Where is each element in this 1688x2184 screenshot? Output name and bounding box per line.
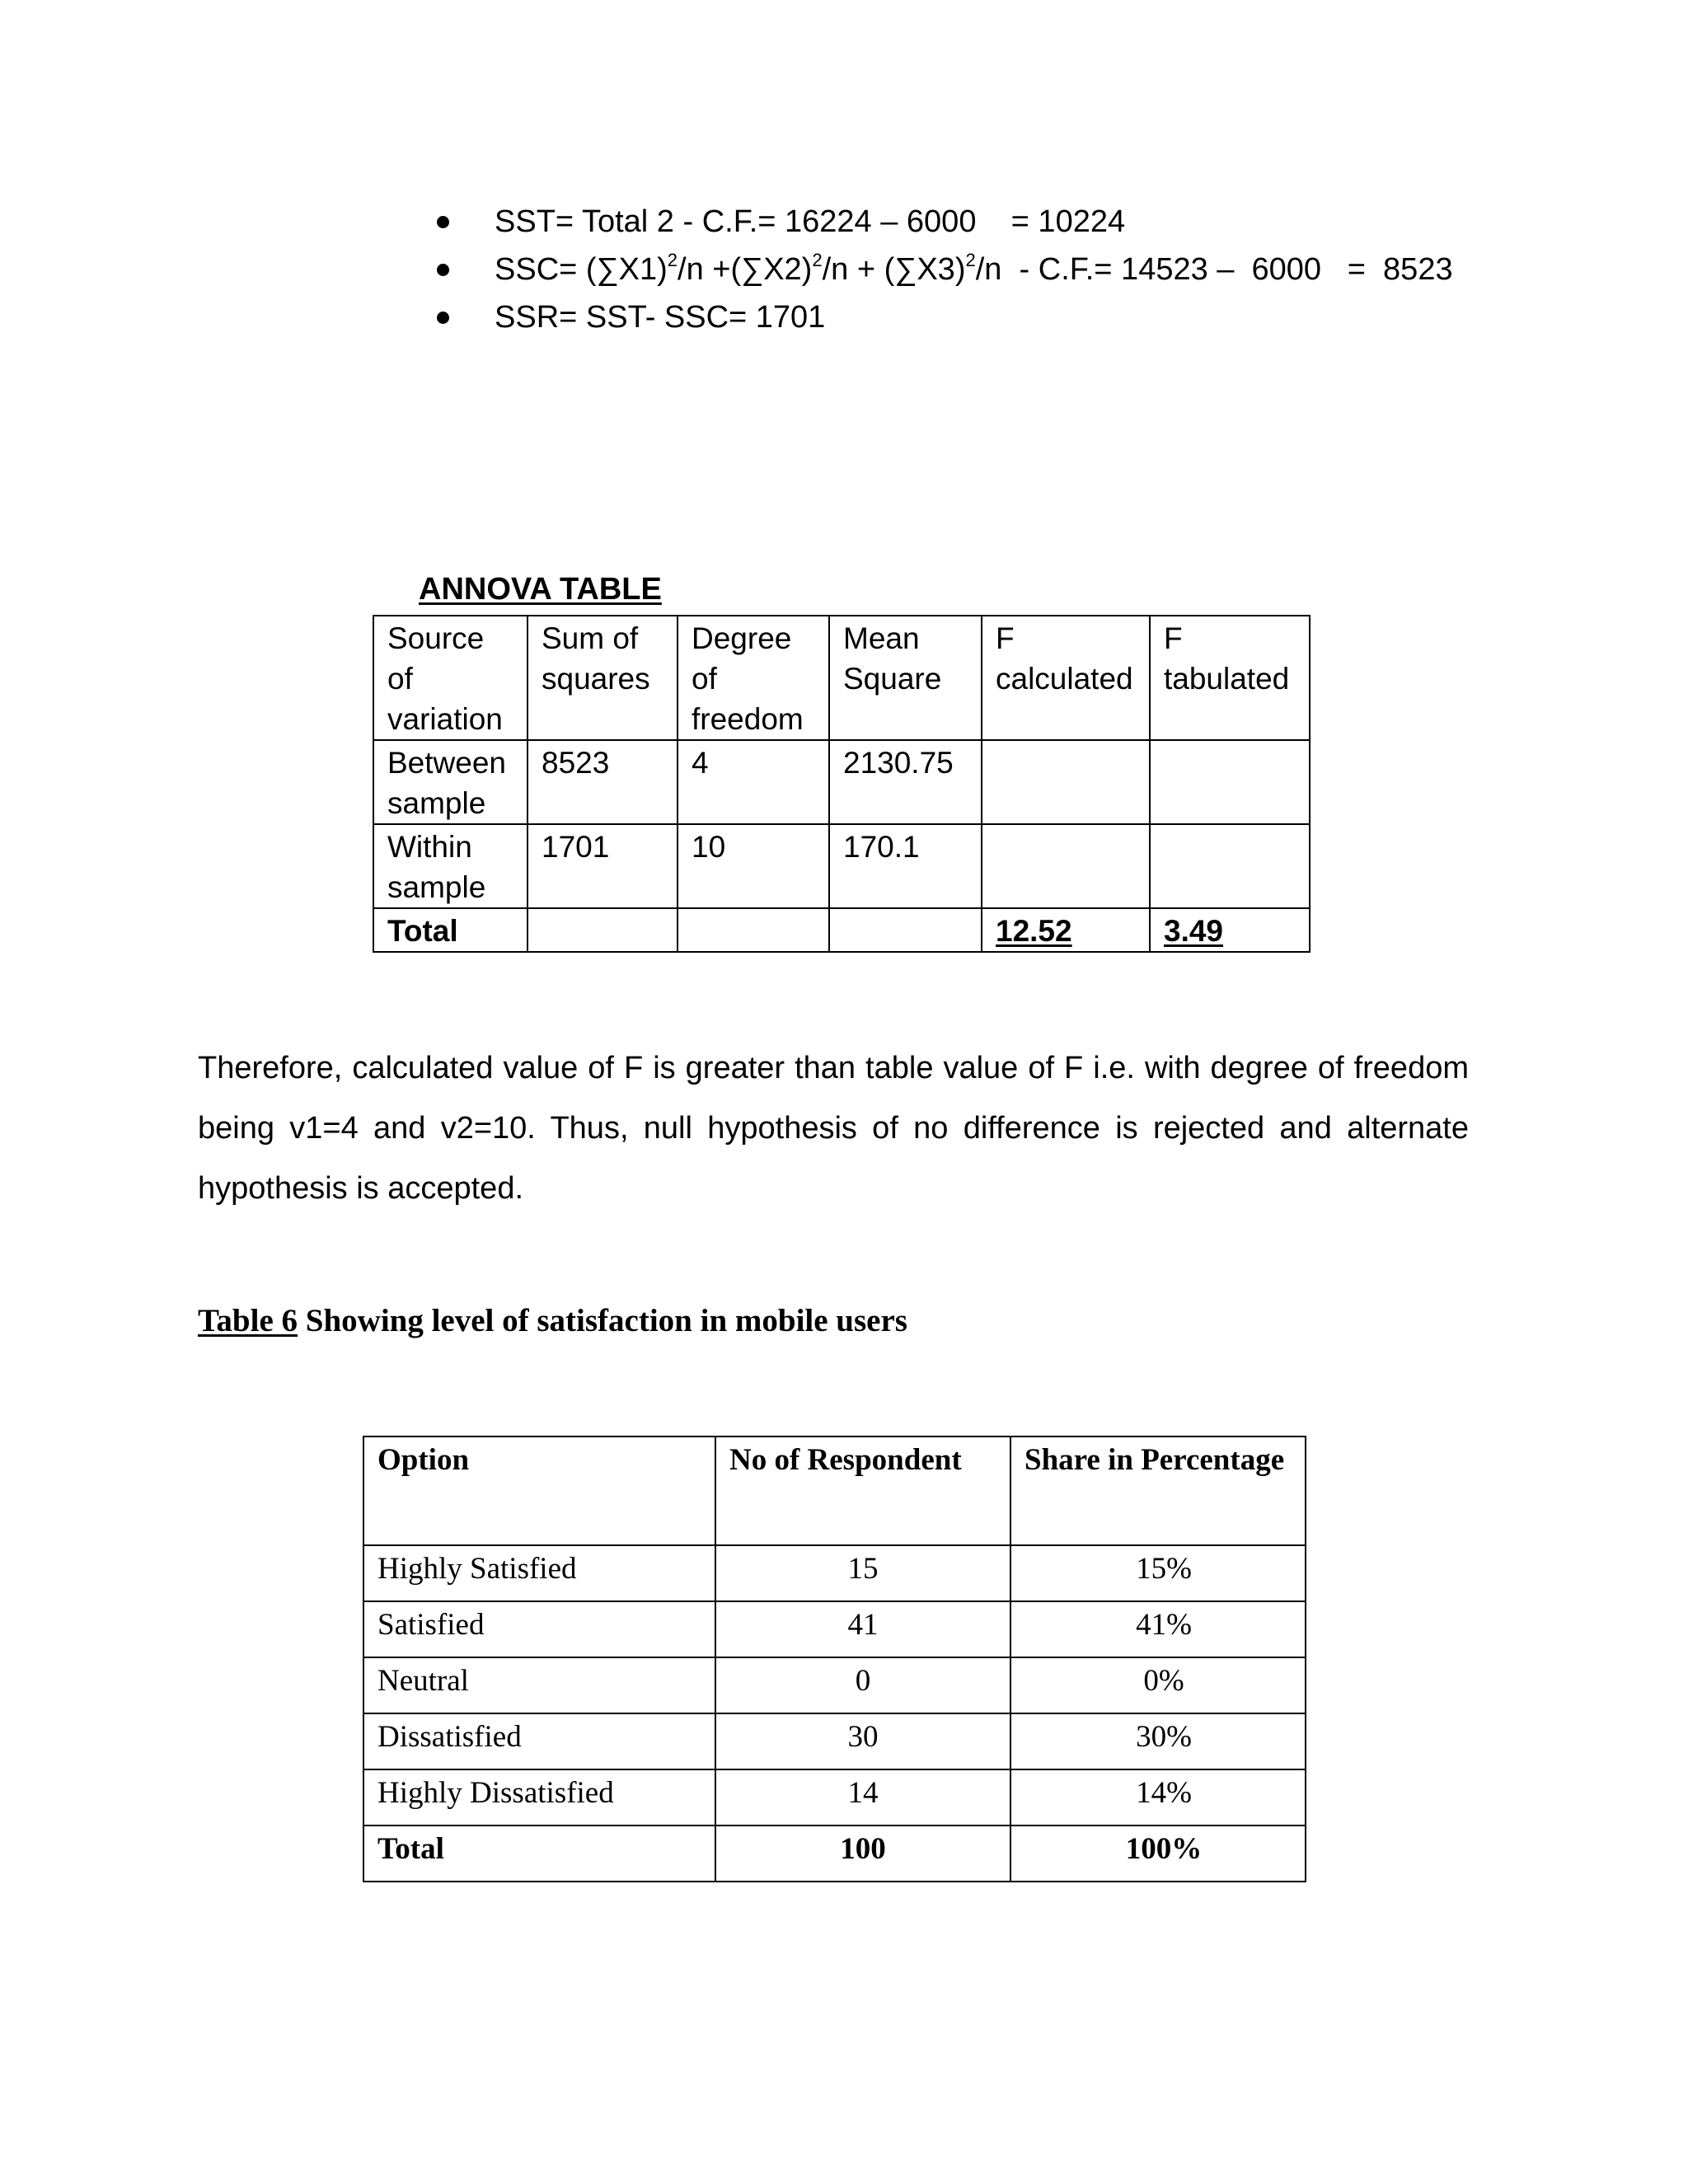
table6-caption-text: Showing level of satisfaction in mobile users	[298, 1303, 907, 1338]
anova-cell: Between sample	[373, 740, 528, 824]
formula-sst	[437, 198, 1453, 246]
table6-caption	[198, 1302, 907, 1339]
formula-ssc-part: /n +(∑X2)	[678, 252, 813, 287]
anova-row-within	[373, 824, 1310, 908]
percentage-cell: 15%	[1010, 1545, 1306, 1601]
formula-ssc-part: /n + (∑X3)	[822, 252, 966, 287]
satisfaction-header-cell: Share in Percentage	[1010, 1436, 1306, 1545]
anova-cell: Within sample	[373, 824, 528, 908]
anova-header-cell: Degree of freedom	[678, 616, 829, 740]
anova-cell	[982, 824, 1150, 908]
anova-cell	[528, 908, 678, 952]
formula-ssc	[437, 246, 1453, 293]
anova-cell	[1150, 740, 1310, 824]
percentage-cell: 0%	[1010, 1657, 1306, 1713]
formula-ssc-exponent: 2	[667, 250, 678, 270]
f-calculated-value: 12.52	[982, 908, 1150, 952]
bullet-icon	[437, 312, 449, 324]
f-tabulated-value: 3.49	[1150, 908, 1310, 952]
table6-caption-number: Table 6	[198, 1303, 298, 1338]
anova-cell: 10	[678, 824, 829, 908]
anova-header-cell: F calculated	[982, 616, 1150, 740]
respondent-cell: 30	[715, 1713, 1010, 1769]
formula-sst-text: SST= Total 2 - C.F.= 16224 – 6000 = 10224	[495, 204, 1126, 239]
total-respondents: 100	[715, 1825, 1010, 1882]
satisfaction-header-row	[363, 1436, 1306, 1545]
anova-cell: 1701	[528, 824, 678, 908]
anova-total-row	[373, 908, 1310, 952]
anova-row-between	[373, 740, 1310, 824]
formula-ssr-text: SSR= SST- SSC= 1701	[495, 300, 826, 335]
respondent-cell: 15	[715, 1545, 1010, 1601]
table-row	[363, 1545, 1306, 1601]
formula-ssc-part: SSC= (∑X1)	[495, 252, 668, 287]
anova-cell	[829, 908, 982, 952]
satisfaction-header-cell: No of Respondent	[715, 1436, 1010, 1545]
option-cell: Satisfied	[363, 1601, 715, 1657]
anova-header-cell: Source of variation	[373, 616, 528, 740]
total-percentage: 100%	[1010, 1825, 1306, 1882]
option-cell: Highly Dissatisfied	[363, 1769, 715, 1825]
anova-table	[373, 615, 1311, 953]
total-label: Total	[363, 1825, 715, 1882]
formula-ssc-exponent: 2	[812, 250, 823, 270]
anova-cell: 2130.75	[829, 740, 982, 824]
anova-cell	[1150, 824, 1310, 908]
satisfaction-table	[363, 1436, 1306, 1882]
formula-ssc-part: /n - C.F.= 14523 – 6000 = 8523	[975, 252, 1453, 287]
respondent-cell: 0	[715, 1657, 1010, 1713]
percentage-cell: 30%	[1010, 1713, 1306, 1769]
anova-header-cell: Mean Square	[829, 616, 982, 740]
option-cell: Highly Satisfied	[363, 1545, 715, 1601]
anova-table-title: ANNOVA TABLE	[419, 572, 662, 607]
respondent-cell: 41	[715, 1601, 1010, 1657]
anova-cell	[678, 908, 829, 952]
table-row	[363, 1601, 1306, 1657]
anova-header-row	[373, 616, 1310, 740]
table-row	[363, 1657, 1306, 1713]
respondent-cell: 14	[715, 1769, 1010, 1825]
formula-ssc-exponent: 2	[965, 250, 976, 270]
satisfaction-total-row	[363, 1825, 1306, 1882]
table-row	[363, 1769, 1306, 1825]
option-cell: Neutral	[363, 1657, 715, 1713]
anova-header-cell: F tabulated	[1150, 616, 1310, 740]
bullet-icon	[437, 216, 449, 228]
formula-list	[437, 198, 1453, 341]
option-cell: Dissatisfied	[363, 1713, 715, 1769]
anova-cell: 170.1	[829, 824, 982, 908]
table-row	[363, 1713, 1306, 1769]
anova-cell: 4	[678, 740, 829, 824]
anova-header-cell: Sum of squares	[528, 616, 678, 740]
percentage-cell: 14%	[1010, 1769, 1306, 1825]
anova-total-label: Total	[373, 908, 528, 952]
anova-cell: 8523	[528, 740, 678, 824]
percentage-cell: 41%	[1010, 1601, 1306, 1657]
anova-cell	[982, 740, 1150, 824]
conclusion-paragraph: Therefore, calculated value of F is greater than table value of F i.e. with degree of freedom being v1=4 and v2=10. Thus, null hypothesis of no difference is rejected and alternate hypothesis is accepted.	[198, 1051, 1469, 1206]
satisfaction-header-cell: Option	[363, 1436, 715, 1545]
formula-ssr	[437, 293, 1453, 341]
bullet-icon	[437, 264, 449, 276]
